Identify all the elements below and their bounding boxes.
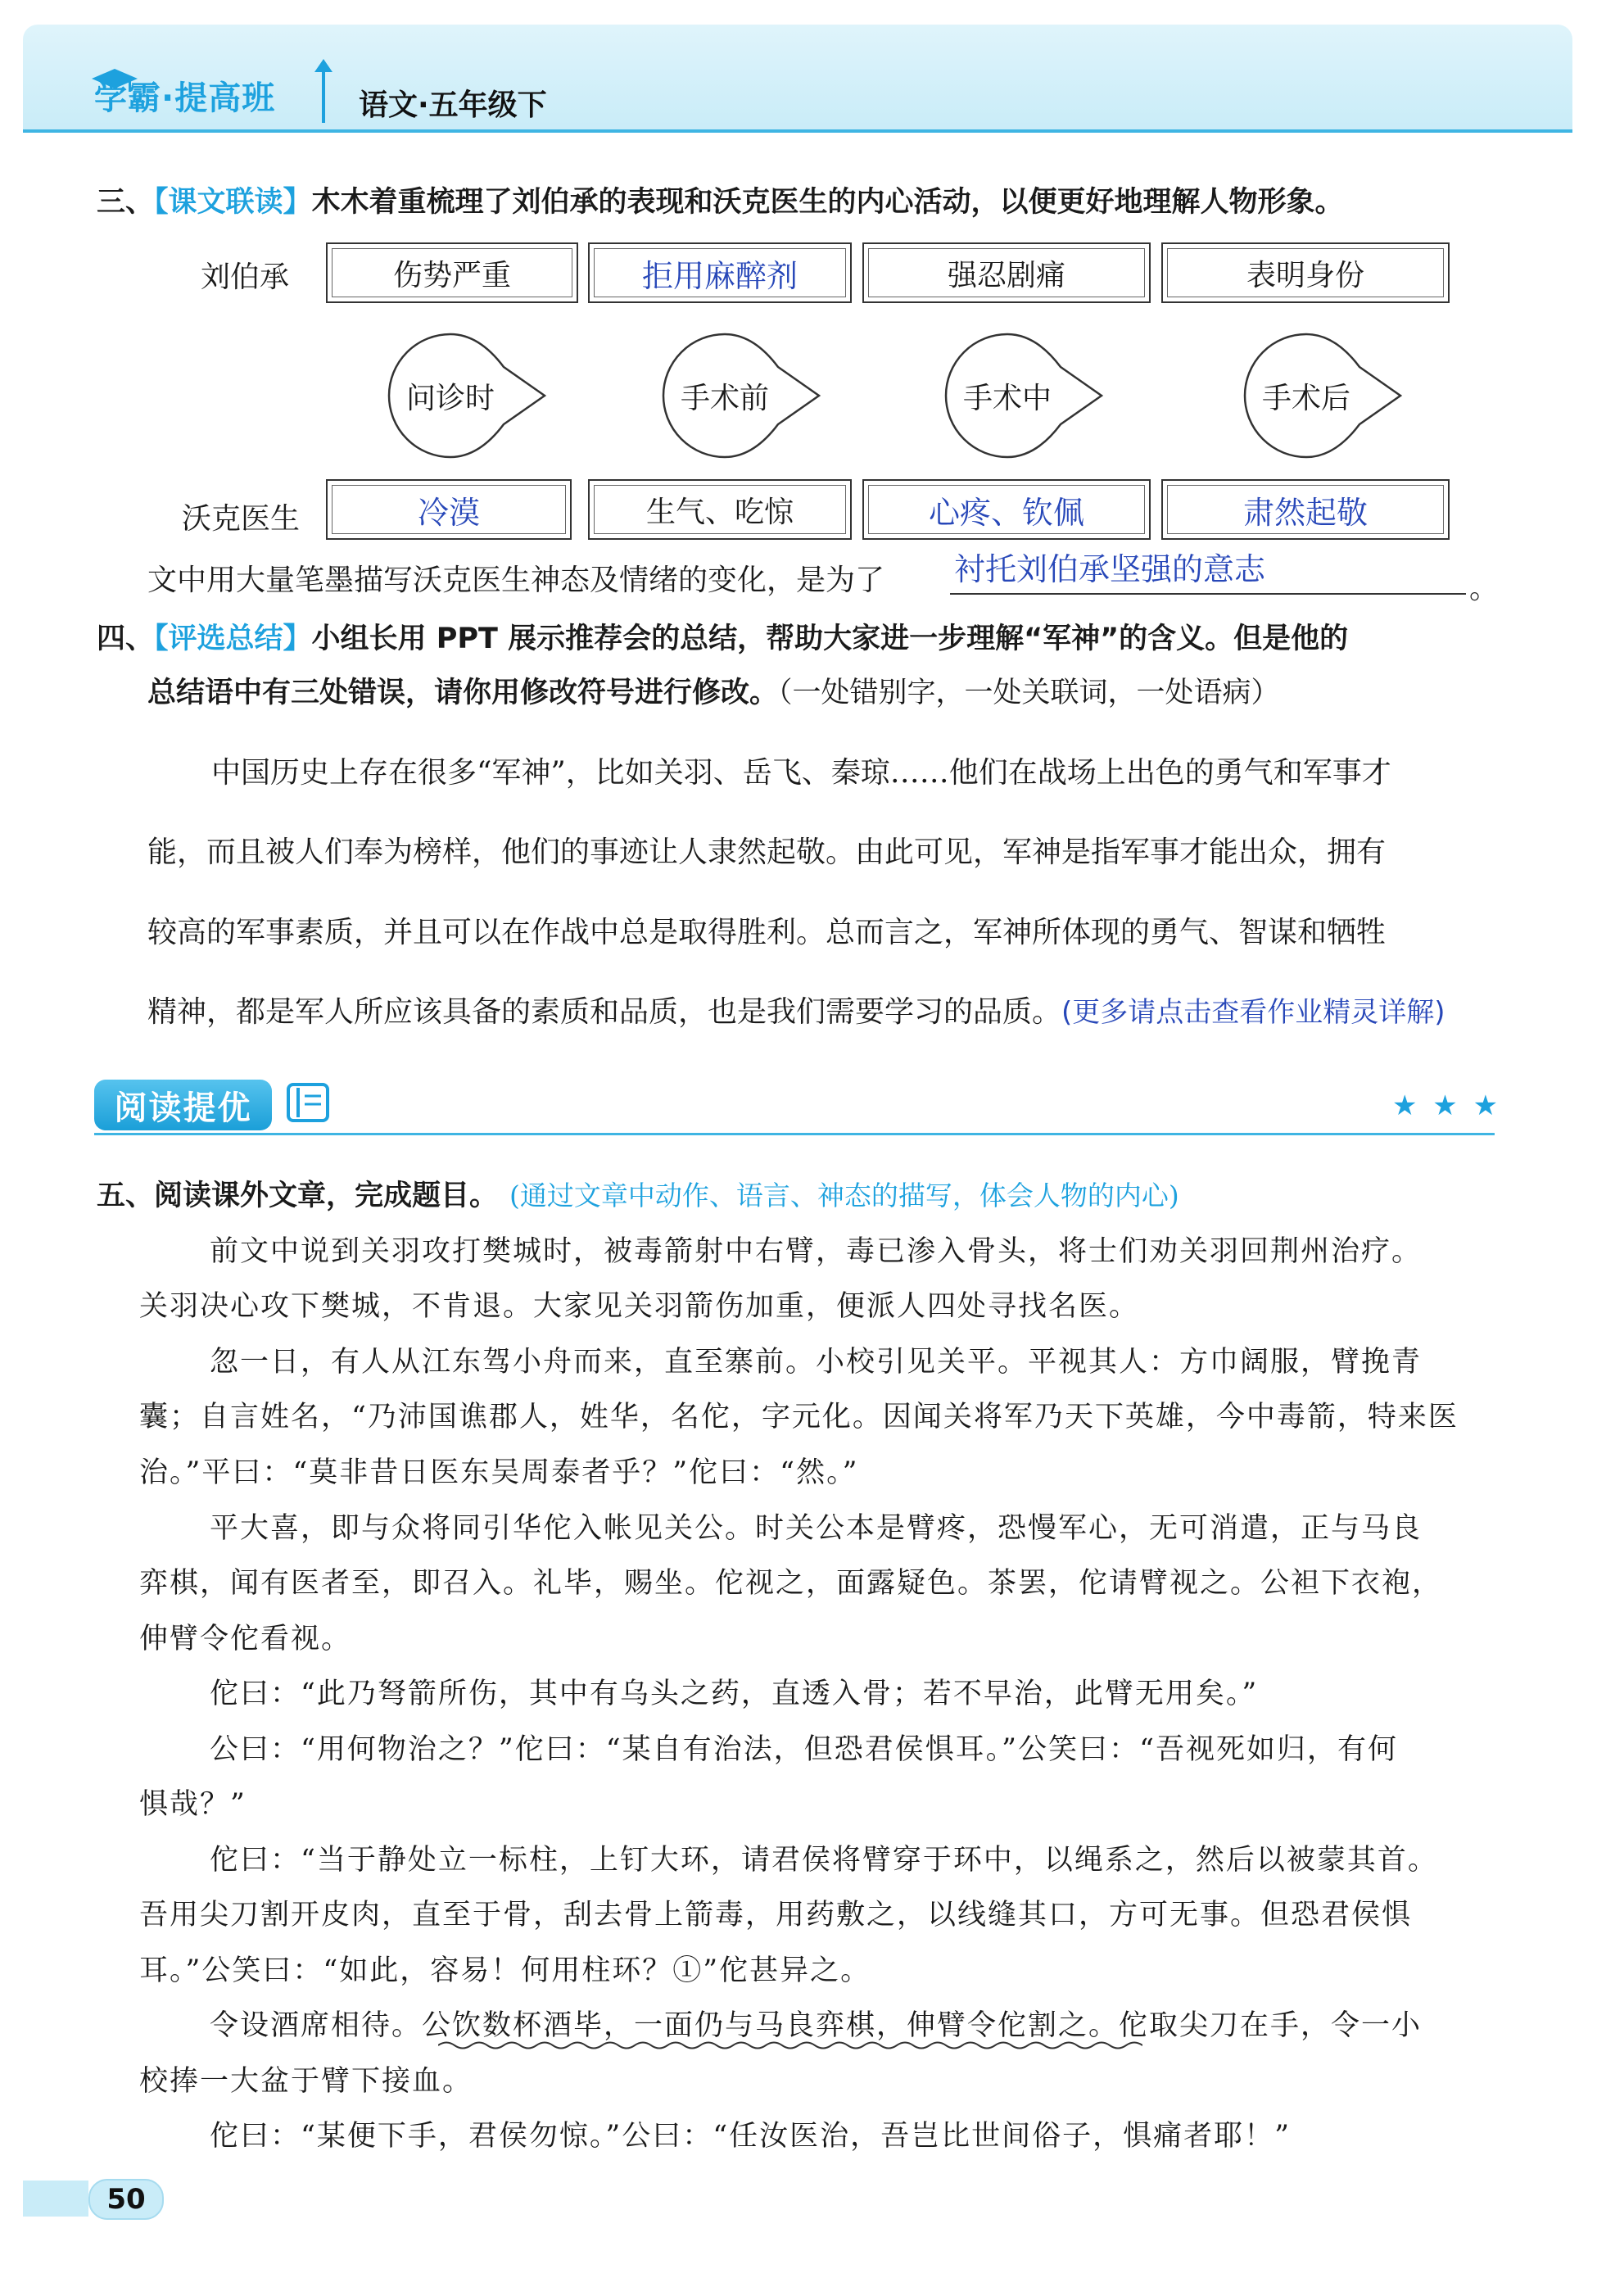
page-number: 50 [88,2179,164,2220]
q4-instruction-2: 总结语中有三处错误，请你用修改符号进行修改。 [147,677,779,709]
bottom-box-answer: 肃然起敬 [1242,494,1368,531]
q4-tag: 【评选总结】 [154,623,312,655]
answer-underline [950,593,1466,595]
passage-line: 治。”平曰：“莫非昔日医东吴周泰者乎？”佗曰：“然。” [139,1456,859,1489]
bottom-box-1 [326,479,572,540]
book-icon [285,1081,333,1124]
q4-number: 四、 [97,623,155,655]
bottom-box-answer: 冷漠 [417,494,480,531]
q4-heading [97,616,1348,657]
bottom-box-4 [1161,479,1450,540]
q4-paragraph-line-3: 较高的军事素质，并且可以在作战中总是取得胜利。总而言之，军神所体现的勇气、智谋和牺牲 [147,916,1387,949]
q3-fill-suffix: 。 [1469,572,1500,605]
q4-paragraph-line-1: 中国历史上存在很多“军神”，比如关羽、岳飞、秦琼……他们在战场上出色的勇气和军事才 [211,756,1391,790]
passage-line: 伸臂令佗看视。 [139,1623,352,1655]
q3-number: 三、 [97,186,155,219]
top-box-text: 表明身份 [1246,258,1364,292]
passage-line: 佗曰：“某便下手，君侯勿惊。”公曰：“任汝医治，吾岂比世间俗子，惧痛者耶！” [210,2120,1292,2153]
footer-band [23,2181,88,2217]
stage-label-3: 手术中 [962,382,1052,415]
q3-fill-prefix: 文中用大量笔墨描写沃克医生神态及情绪的变化，是为了 [147,564,885,597]
passage-line: 囊；自言姓名，“乃沛国谯郡人，姓华，名佗，字元化。因闻关将军乃天下英雄，今中毒箭，特来医 [139,1401,1459,1433]
stage-label-4: 手术后 [1261,382,1350,415]
top-box-1 [326,242,578,303]
bottom-box-2 [588,479,852,540]
bottom-box-3 [862,479,1151,540]
top-box-4 [1161,242,1450,303]
passage-line: 公曰：“用何物治之？”佗曰：“某自有治法，但恐君侯惧耳。”公笑曰：“吾视死如归，有何 [210,1733,1398,1766]
q5-number: 五、 [97,1180,155,1212]
more-details-link[interactable]: (更多请点击查看作业精灵详解) [1061,996,1445,1029]
row-label-liubocheng: 刘伯承 [201,260,290,294]
passage-line: 平大喜，即与众将同引华佗入帐见关公。时关公本是臂疼，恐慢军心，无可消遣，正与马良 [210,1512,1423,1545]
brand-title: 学霸·提高班 [94,79,276,117]
section-banner-text: 阅读提优 [114,1089,252,1127]
passage-line: 佗曰：“当于静处立一标柱，上钉大环，请君侯将臂穿于环中，以绳系之，然后以被蒙其首。 [210,1844,1438,1877]
passage-line: 耳。”公笑曰：“如此，容易！何用柱环？①”佗甚异之。 [139,1954,871,1987]
passage-line: 吾用尖刀割开皮肉，直至于骨，刮去骨上箭毒，用药敷之，以线缝其口，方可无事。但恐君侯惧 [139,1899,1413,1931]
q4-instruction-1: 小组长用 PPT 展示推荐会的总结，帮助大家进一步理解“军神”的含义。但是他的 [311,623,1349,655]
bottom-box-answer: 心疼、钦佩 [928,494,1084,531]
passage-line: 惧哉？” [139,1788,247,1821]
header-divider [23,129,1572,133]
stage-label-2: 手术前 [680,382,769,415]
top-box-text: 伤势严重 [392,258,511,292]
q4-paragraph-text: 精神，都是军人所应该具备的素质和品质，也是我们需要学习的品质。 [147,995,1062,1029]
section-banner [94,1080,272,1130]
q3-tag: 【课文联读】 [154,186,312,219]
q5-instruction: 阅读课外文章，完成题目。 [154,1180,499,1212]
q5-heading [97,1173,1179,1214]
difficulty-stars: ★ ★ ★ [1392,1089,1502,1122]
passage-line: 校捧一大盆于臂下接血。 [139,2065,473,2098]
q5-hint: (通过文章中动作、语言、神态的描写，体会人物的内心) [509,1180,1179,1211]
q4-heading-2 [147,670,1280,711]
arrow-up-icon [322,69,325,123]
passage-line: 忽一日，有人从江东驾小舟而来，直至寨前。小校引见关平。平视其人：方巾阔服，臂挽青 [210,1346,1423,1379]
subject-grade: 语文·五年级下 [359,88,547,122]
passage-line: 关羽决心攻下樊城，不肯退。大家见关羽箭伤加重，便派人四处寻找名医。 [139,1290,1140,1323]
passage-line: 佗曰：“此乃弩箭所伤，其中有乌头之药，直透入骨；若不早治，此臂无用矣。” [210,1678,1259,1710]
bottom-box-text: 生气、吃惊 [645,495,794,529]
q4-note: （一处错别字，一处关联词，一处语病） [778,677,1280,709]
q3-fill-answer: 衬托刘伯承坚强的意志 [954,551,1266,587]
passage-line-underlined: 令设酒席相待。公饮数杯酒毕，一面仍与马良弈棋，伸臂令佗割之。佗取尖刀在手，令一小 [210,2009,1423,2042]
top-box-3 [862,242,1151,303]
passage-line: 前文中说到关羽攻打樊城时，被毒箭射中右臂，毒已渗入骨头，将士们劝关羽回荆州治疗。 [210,1235,1423,1268]
section-divider [94,1133,1495,1135]
passage-line: 弈棋，闻有医者至，即召入。礼毕，赐坐。佗视之，面露疑色。茶罢，佗请臂视之。公袒下衣袍， [139,1567,1443,1600]
q4-paragraph-line-4 [147,989,1445,1030]
q3-instruction: 木木着重梳理了刘伯承的表现和沃克医生的内心活动，以便更好地理解人物形象。 [311,186,1344,219]
q3-heading [97,184,1344,220]
stage-label-1: 问诊时 [405,382,495,415]
wavy-underline [438,2040,1142,2051]
top-box-2 [588,242,852,303]
top-box-text: 强忍剧痛 [947,258,1065,292]
top-box-answer: 拒用麻醉剂 [641,257,798,294]
row-label-woke-doctor: 沃克医生 [182,502,301,536]
q4-paragraph-line-2: 能，而且被人们奉为榜样，他们的事迹让人隶然起敬。由此可见，军神是指军事才能出众，拥有 [147,836,1387,869]
